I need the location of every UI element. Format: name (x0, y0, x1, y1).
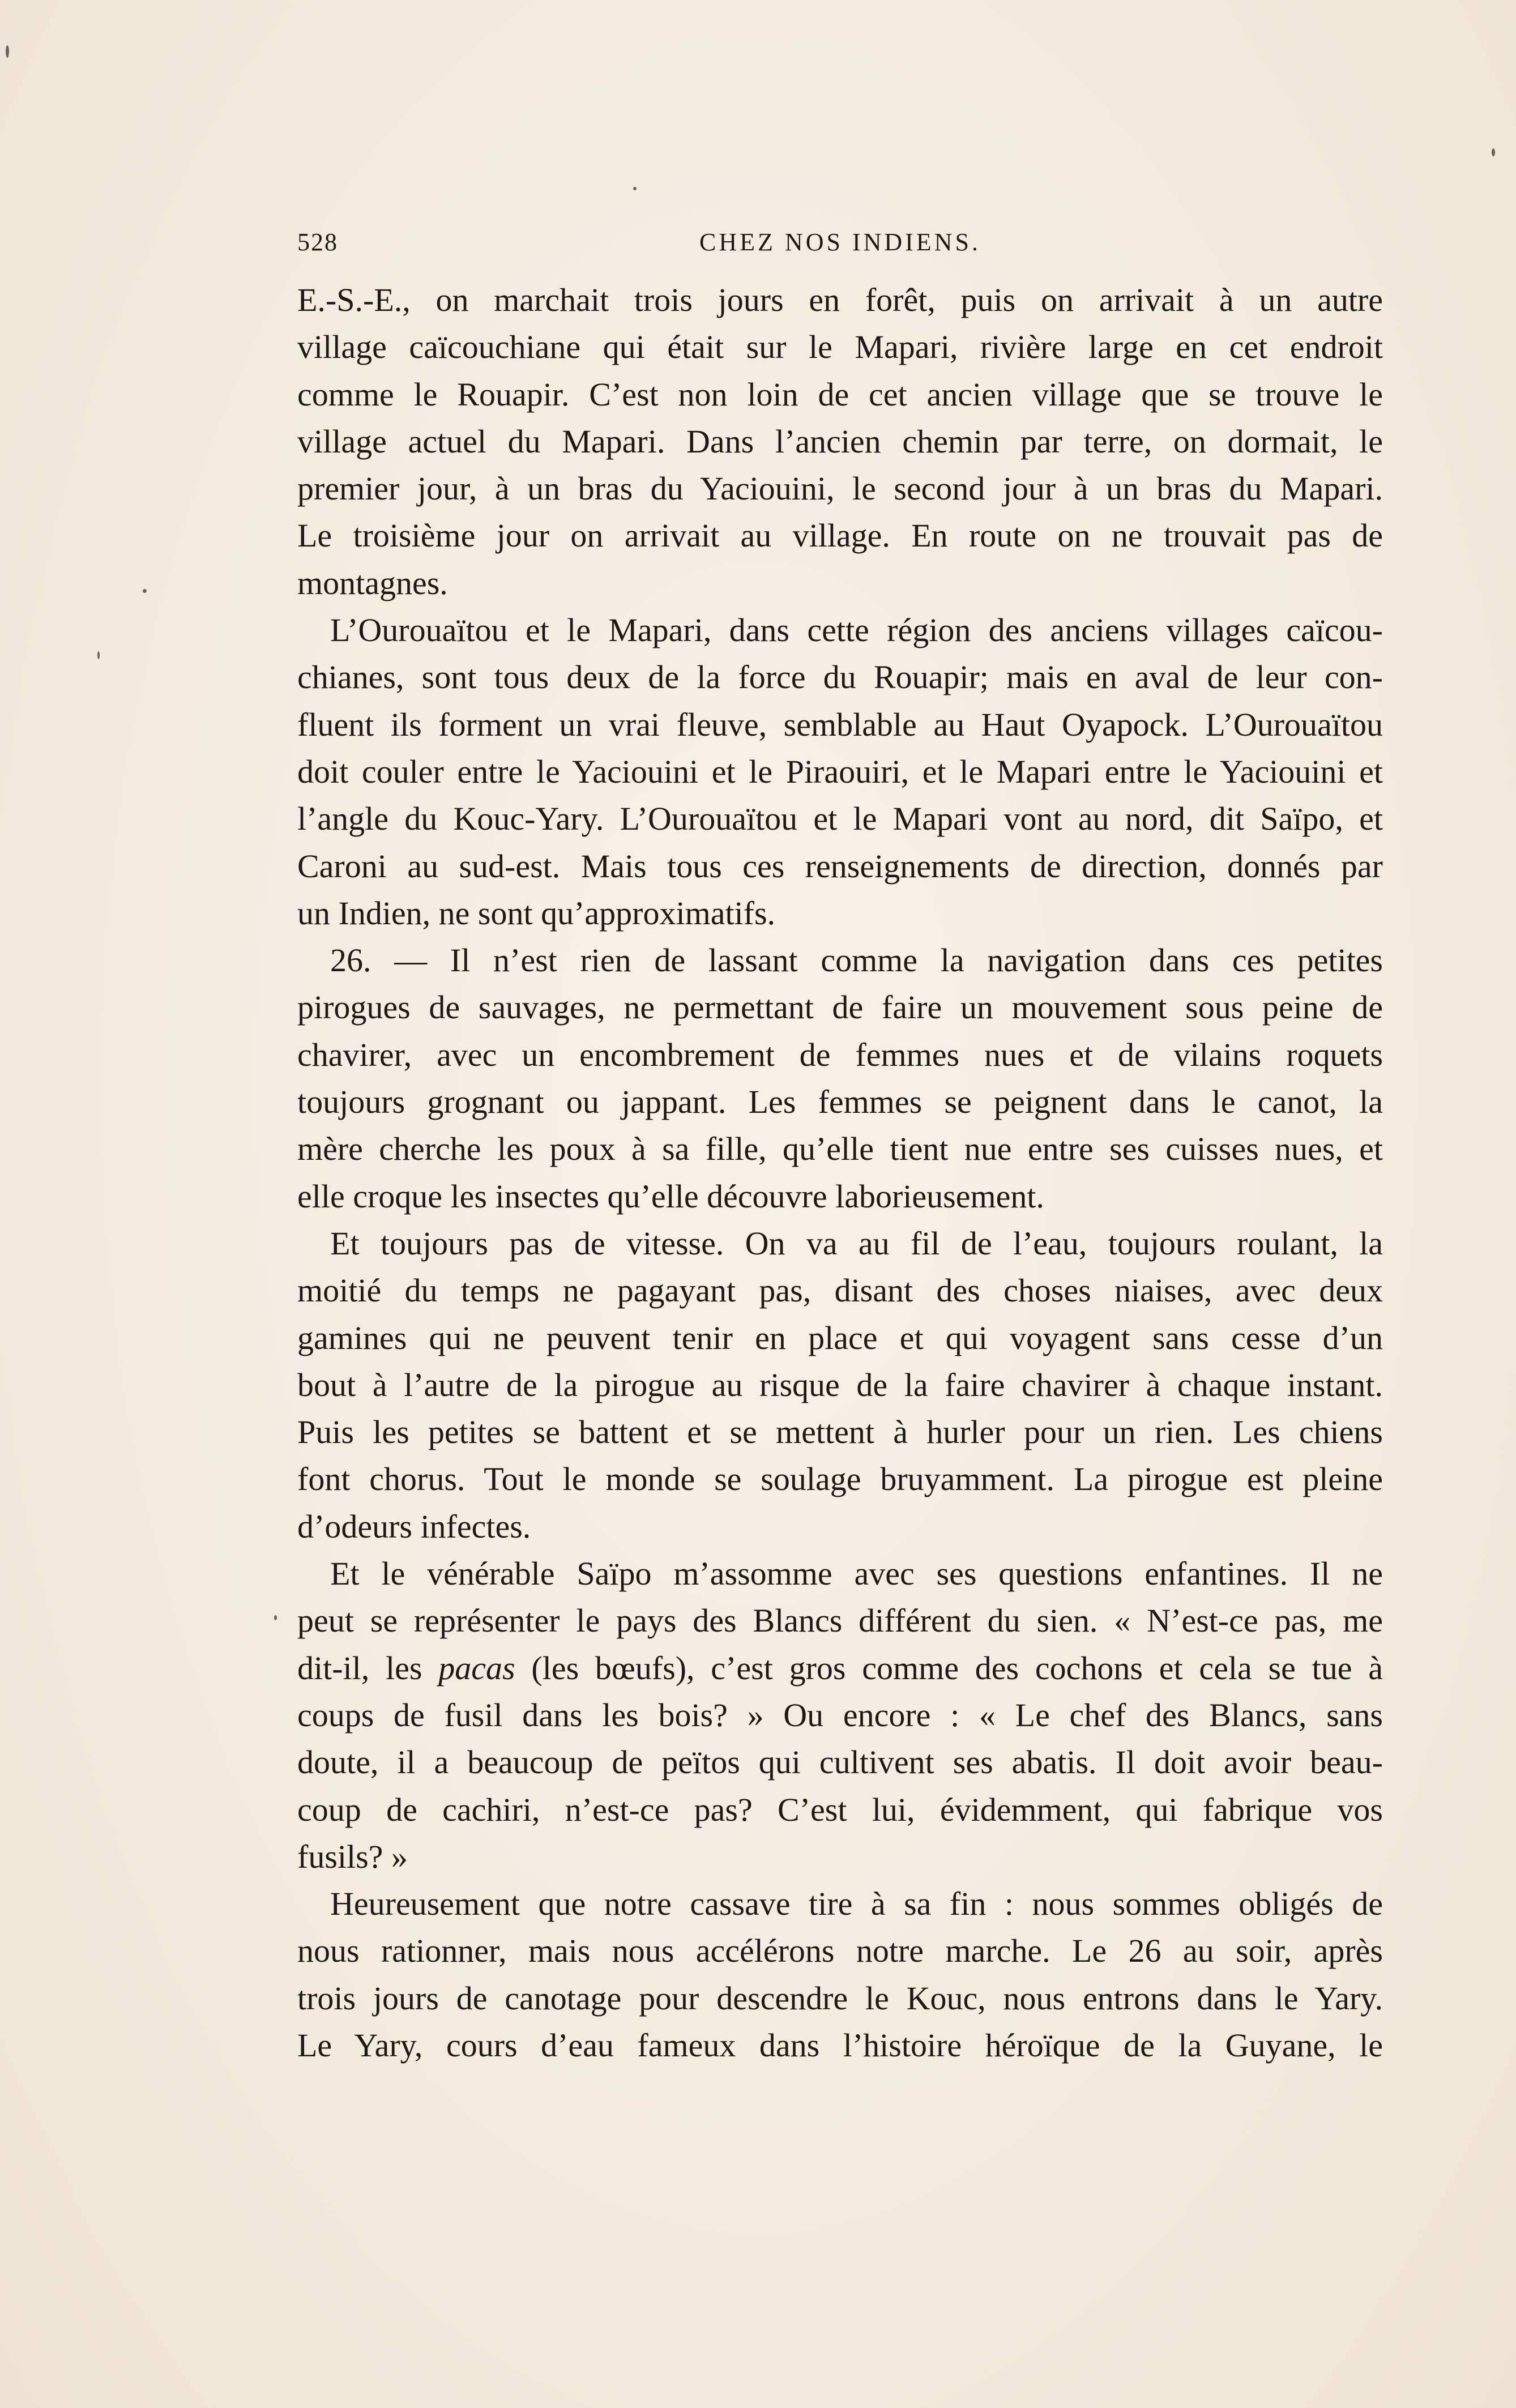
scan-speck (633, 187, 637, 190)
paragraph (297, 1220, 1383, 1550)
text-line: L’Ourouaïtou et le Mapari, dans cette région des anciens villages caïcou- (330, 612, 1383, 649)
text-line: Le Yary, cours d’eau fameux dans l’histoire héroïque de la Guyane, le (297, 2026, 1383, 2064)
text-line: nous rationner, mais nous accélérons notre marche. Le 26 au soir, après (297, 1932, 1383, 1970)
text-line: trois jours de canotage pour descendre le Kouc, nous entrons dans le Yary. (297, 1979, 1383, 2017)
text-line: moitié du temps ne pagayant pas, disant des choses niaises, avec deux (297, 1272, 1383, 1309)
text-line: Le troisième jour on arrivait au village. En route on ne trouvait pas de (297, 517, 1383, 554)
text-line: premier jour, à un bras du Yaciouini, le second jour à un bras du Mapari. (297, 470, 1383, 507)
text-line: d’odeurs infectes. (297, 1508, 531, 1545)
text-line: font chorus. Tout le monde se soulage bruyamment. La pirogue est pleine (297, 1461, 1383, 1498)
paragraph (297, 1550, 1383, 1880)
text-line: village actuel du Mapari. Dans l’ancien chemin par terre, on dormait, le (297, 422, 1383, 460)
text-line: fluent ils forment un vrai fleuve, semblable au Haut Oyapock. L’Ourouaïtou (297, 706, 1383, 743)
text-line: l’angle du Kouc-Yary. L’Ourouaïtou et le Mapari vont au nord, dit Saïpo, et (297, 800, 1383, 838)
text-line: gamines qui ne peuvent tenir en place et qui voyagent sans cesse d’un (297, 1319, 1383, 1356)
text-line: coup de cachiri, n’est-ce pas? C’est lui, évidemment, qui fabrique vos (297, 1791, 1383, 1828)
text-line: peut se représenter le pays des Blancs différent du sien. « N’est-ce pas, me (297, 1602, 1383, 1640)
text-line: chavirer, avec un encombrement de femmes nues et de vilains roquets (297, 1036, 1383, 1073)
text-line: bout à l’autre de la pirogue au risque de la faire chavirer à chaque instant. (297, 1366, 1383, 1403)
scan-speck (6, 45, 9, 58)
text-line: Caroni au sud-est. Mais tous ces renseignements de direction, donnés par (297, 847, 1383, 885)
text-line: village caïcouchiane qui était sur le Mapari, rivière large en cet endroit (297, 328, 1383, 366)
text-line: Heureusement que notre cassave tire à sa fin : nous sommes obligés de (330, 1885, 1383, 1923)
scan-speck (1492, 148, 1495, 156)
body-text (297, 276, 1383, 2069)
text-line: doute, il a beaucoup de peïtos qui cultivent ses abatis. Il doit avoir beau- (297, 1744, 1383, 1781)
text-line: coups de fusil dans les bois? » Ou encore : « Le chef des Blancs, sans (297, 1696, 1383, 1734)
text-line: Puis les petites se battent et se mettent à hurler pour un rien. Les chiens (297, 1414, 1383, 1451)
text-line: un Indien, ne sont qu’approximatifs. (297, 894, 776, 932)
scan-speck (143, 589, 147, 593)
paragraph (297, 937, 1383, 1220)
text-line: dit-il, les pacas (les bœufs), c’est gros comme des cochons et cela se tue à (297, 1649, 1383, 1687)
paragraph (297, 276, 1383, 607)
text-line: pirogues de sauvages, ne permettant de faire un mouvement sous peine de (297, 989, 1383, 1026)
text-line: Et le vénérable Saïpo m’assomme avec ses questions enfantines. Il ne (330, 1555, 1383, 1592)
text-line: 26. — Il n’est rien de lassant comme la navigation dans ces petites (330, 942, 1383, 979)
text-line: fusils? » (297, 1838, 408, 1875)
text-line: montagnes. (297, 564, 448, 601)
text-line: mère cherche les poux à sa fille, qu’elle tient nue entre ses cuisses nues, et (297, 1130, 1383, 1168)
scan-speck (97, 651, 100, 659)
text-line: E.-S.-E., on marchait trois jours en forêt, puis on arrivait à un autre (297, 281, 1383, 318)
page-number: 528 (297, 228, 338, 256)
text-line: doit couler entre le Yaciouini et le Piraouiri, et le Mapari entre le Yaciouini et (297, 753, 1383, 790)
paragraph (297, 1880, 1383, 2069)
running-head (297, 225, 1383, 259)
text-line: Et toujours pas de vitesse. On va au fil de l’eau, toujours roulant, la (330, 1224, 1383, 1262)
running-title: CHEZ NOS INDIENS. (699, 228, 981, 256)
italic-term: pacas (438, 1649, 515, 1687)
scan-speck (274, 1615, 277, 1620)
text-line: toujours grognant ou jappant. Les femmes se peignent dans le canot, la (297, 1083, 1383, 1121)
paragraph (297, 607, 1383, 937)
text-line: chianes, sont tous deux de la force du Rouapir; mais en aval de leur con- (297, 659, 1383, 696)
text-line: comme le Rouapir. C’est non loin de cet ancien village que se trouve le (297, 375, 1383, 413)
text-line: elle croque les insectes qu’elle découvre laborieusement. (297, 1177, 1044, 1215)
